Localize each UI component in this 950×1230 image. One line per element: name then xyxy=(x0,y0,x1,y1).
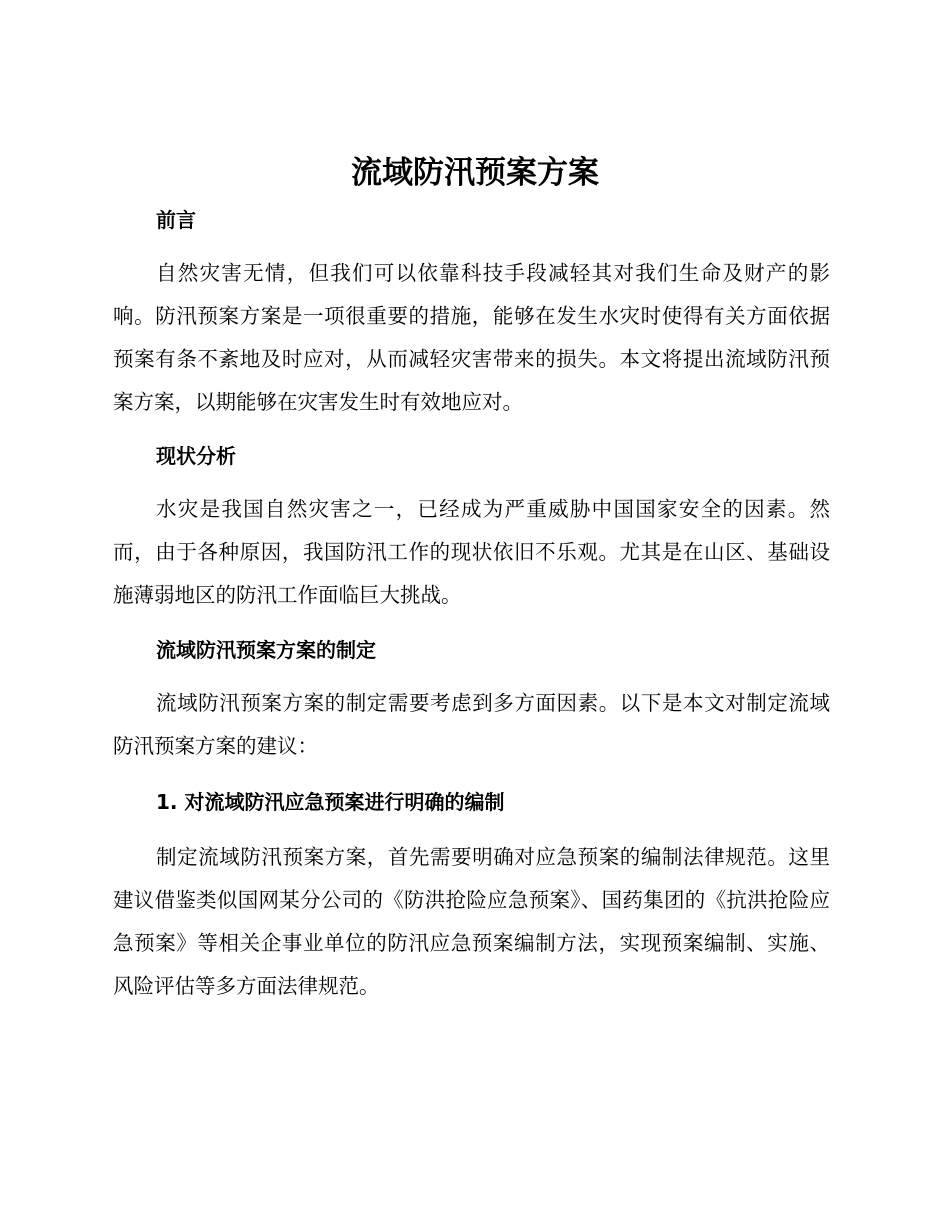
section-paragraph-plan-formulation: 流域防汛预案方案的制定需要考虑到多方面因素。以下是本文对制定流域防汛预案方案的建议： xyxy=(113,691,830,758)
subsection-paragraph-1: 制定流域防汛预案方案，首先需要明确对应急预案的编制法律规范。这里建议借鉴类似国网某分公司的《防洪抢险应急预案》、国药集团的《抗洪抢险应急预案》等相关企事业单位的防汛应急预案编制方法，实现预案编制、实施、风险评估等多方面法律规范。 xyxy=(113,845,830,998)
section-paragraph-preface: 自然灾害无情，但我们可以依靠科技手段减轻其对我们生命及财产的影响。防汛预案方案是一项很重要的措施，能够在发生水灾时使得有关方面依据预案有条不紊地及时应对，从而减轻灾害带来的损失。本文将提出流域防汛预案方案，以期能够在灾害发生时有效地应对。 xyxy=(113,261,830,414)
section-heading-status-analysis: 现状分析 xyxy=(156,444,236,468)
section-paragraph-status-analysis: 水灾是我国自然灾害之一，已经成为严重威胁中国国家安全的因素。然而，由于各种原因，我国防汛工作的现状依旧不乐观。尤其是在山区、基础设施薄弱地区的防汛工作面临巨大挑战。 xyxy=(113,497,830,607)
subsection-heading-1: 1. 对流域防汛应急预案进行明确的编制 xyxy=(156,790,505,814)
document-title: 流域防汛预案方案 xyxy=(351,155,599,191)
section-heading-preface: 前言 xyxy=(156,208,196,232)
section-heading-plan-formulation: 流域防汛预案方案的制定 xyxy=(156,638,376,662)
